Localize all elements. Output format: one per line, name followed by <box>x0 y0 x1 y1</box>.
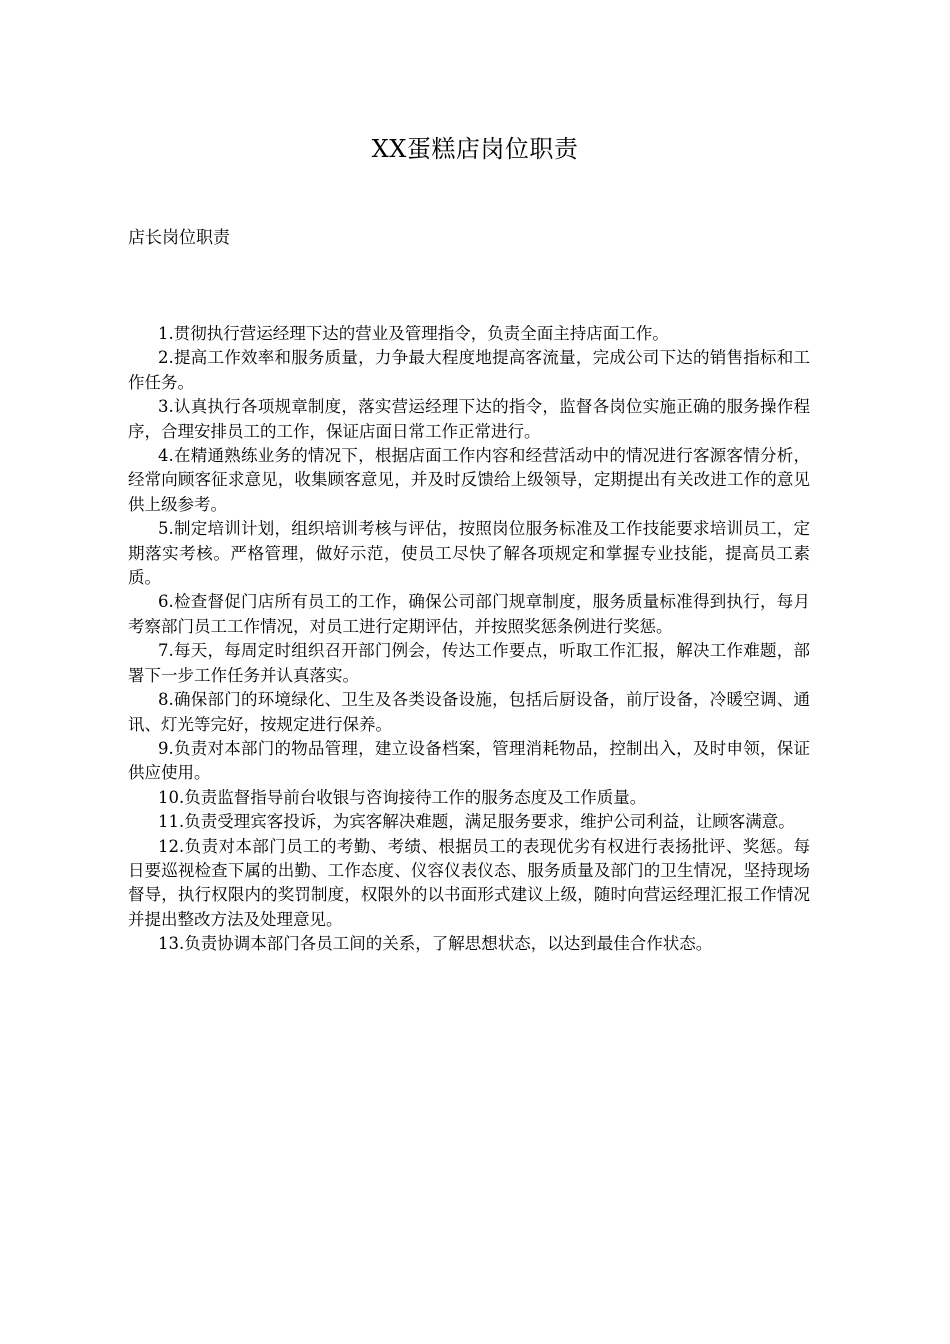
duty-item: 3.认真执行各项规章制度，落实营运经理下达的指令，监督各岗位实施正确的服务操作程序，合理安排员工的工作，保证店面日常工作正常进行。 <box>128 397 810 441</box>
duty-item: 7.每天，每周定时组织召开部门例会，传达工作要点，听取工作汇报，解决工作难题，部署下一步工作任务并认真落实。 <box>128 641 810 685</box>
duty-item: 12.负责对本部门员工的考勤、考绩、根据员工的表现优劣有权进行表扬批评、奖惩。每日要巡视检查下属的出勤、工作态度、仪容仪表仪态、服务质量及部门的卫生情况，坚持现场督导，执行权限内的奖罚制度，权限外的以书面形式建议上级，随时向营运经理汇报工作情况并提出整改方法及处理意见。 <box>128 836 810 929</box>
document-title: XX蛋糕店岗位职责 <box>371 135 579 163</box>
duty-item: 10.负责监督指导前台收银与咨询接待工作的服务态度及工作质量。 <box>158 787 647 807</box>
duty-item: 1.贯彻执行营运经理下达的营业及管理指令，负责全面主持店面工作。 <box>158 324 669 343</box>
duty-item: 2.提高工作效率和服务质量，力争最大程度地提高客流量，完成公司下达的销售指标和工作任务。 <box>128 348 810 392</box>
section-heading: 店长岗位职责 <box>128 228 230 248</box>
duty-list <box>128 322 810 957</box>
duty-item: 4.在精通熟练业务的情况下，根据店面工作内容和经营活动中的情况进行客源客情分析，经常向顾客征求意见，收集顾客意见，并及时反馈给上级领导，定期提出有关改进工作的意见供上级参考。 <box>128 446 810 514</box>
duty-item: 9.负责对本部门的物品管理，建立设备档案，管理消耗物品，控制出入，及时申领，保证供应使用。 <box>128 738 810 783</box>
duty-item: 13.负责协调本部门各员工间的关系，了解思想状态，以达到最佳合作状态。 <box>158 934 713 954</box>
duty-item: 11.负责受理宾客投诉，为宾客解决难题，满足服务要求，维护公司利益，让顾客满意。 <box>158 812 795 832</box>
duty-item: 8.确保部门的环境绿化、卫生及各类设备设施，包括后厨设备，前厅设备，冷暖空调、通讯、灯光等完好，按规定进行保养。 <box>128 690 810 734</box>
duty-item: 5.制定培训计划，组织培训考核与评估，按照岗位服务标准及工作技能要求培训员工，定期落实考核。严格管理，做好示范，使员工尽快了解各项规定和掌握专业技能，提高员工素质。 <box>128 519 810 588</box>
duty-item: 6.检查督促门店所有员工的工作，确保公司部门规章制度，服务质量标准得到执行，每月考察部门员工工作情况，对员工进行定期评估，并按照奖惩条例进行奖惩。 <box>128 592 810 636</box>
